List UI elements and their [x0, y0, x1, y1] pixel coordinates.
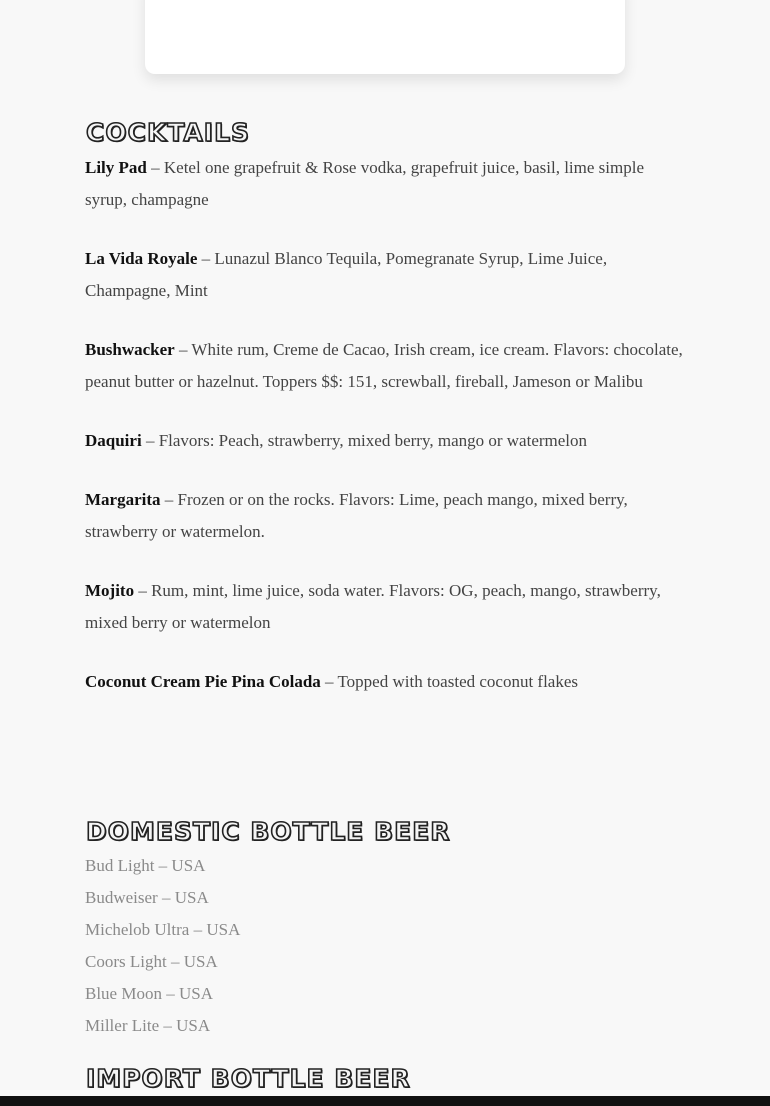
- cocktail-description: – Flavors: Peach, strawberry, mixed berry, mango or watermelon: [141, 431, 588, 450]
- list-item: Budweiser – USA: [85, 888, 209, 907]
- cocktail-item: [85, 334, 685, 398]
- domestic-beer-list: [85, 850, 685, 1042]
- cocktail-item: [85, 484, 685, 548]
- cocktail-item: [85, 243, 685, 307]
- list-item: Michelob Ultra – USA: [85, 920, 241, 939]
- list-item: Miller Lite – USA: [85, 1016, 211, 1035]
- cocktail-item: [85, 666, 685, 698]
- cocktail-name: Lily Pad: [85, 158, 147, 177]
- cocktail-description: – Frozen or on the rocks. Flavors: Lime, peach mango, mixed berry, strawberry or watermelon.: [85, 490, 628, 541]
- list-item: Bud Light – USA: [85, 856, 206, 875]
- cocktail-description: – White rum, Creme de Cacao, Irish cream, ice cream. Flavors: chocolate, peanut butter or hazelnut. Toppers $$: 151, screwball, fireball, Jameson or Malibu: [85, 340, 683, 391]
- cocktail-name: Mojito: [85, 581, 135, 600]
- cocktail-name: Daquiri: [85, 431, 142, 450]
- cocktail-name: La Vida Royale: [85, 249, 198, 268]
- cocktails-list: [85, 152, 685, 725]
- cocktail-description: – Lunazul Blanco Tequila, Pomegranate Syrup, Lime Juice, Champagne, Mint: [85, 249, 608, 300]
- cocktail-description: – Rum, mint, lime juice, soda water. Flavors: OG, peach, mango, strawberry, mixed berry or watermelon: [85, 581, 661, 632]
- cocktail-name: Bushwacker: [85, 340, 175, 359]
- import-beer-heading: IMPORT BOTTLE BEER: [86, 1064, 411, 1093]
- bottom-bar: [0, 1096, 770, 1106]
- list-item: Coors Light – USA: [85, 952, 218, 971]
- top-card: [145, 0, 625, 74]
- cocktails-heading: COCKTAILS: [86, 118, 251, 147]
- list-item: Blue Moon – USA: [85, 984, 213, 1003]
- cocktail-description: – Ketel one grapefruit & Rose vodka, grapefruit juice, basil, lime simple syrup, champagne: [85, 158, 644, 209]
- cocktail-item: [85, 152, 685, 216]
- cocktail-name: Margarita: [85, 490, 161, 509]
- cocktail-description: – Topped with toasted coconut flakes: [320, 672, 579, 691]
- domestic-beer-heading: DOMESTIC BOTTLE BEER: [86, 817, 451, 846]
- cocktail-item: [85, 575, 685, 639]
- cocktail-item: [85, 425, 685, 457]
- cocktail-name: Coconut Cream Pie Pina Colada: [85, 672, 321, 691]
